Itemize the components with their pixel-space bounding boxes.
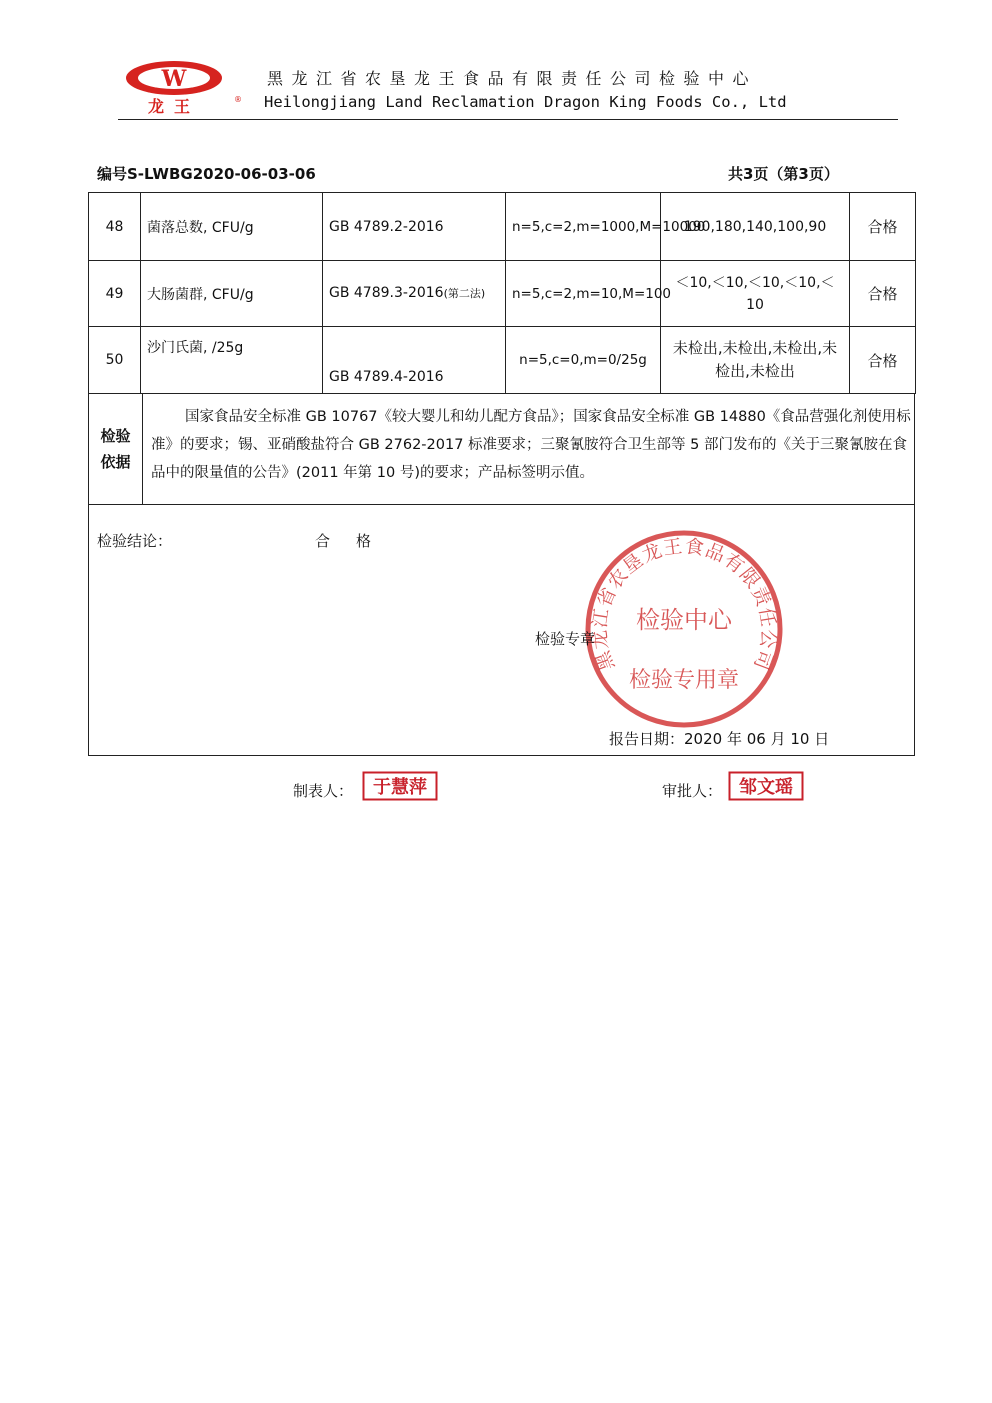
company-logo xyxy=(122,58,244,114)
conclusion-label: 检验结论： xyxy=(97,532,173,550)
verdict: 合格 xyxy=(850,261,916,327)
svg-text:®: ® xyxy=(234,95,242,104)
method-code: GB 4789.4-2016 xyxy=(329,369,444,385)
method-code: GB 4789.2-2016 xyxy=(329,218,444,235)
test-item: 沙门氏菌, /25g xyxy=(141,327,323,394)
maker-label: 制表人： xyxy=(293,782,354,800)
inspection-seal xyxy=(579,524,789,734)
test-method xyxy=(323,261,506,327)
verdict: 合格 xyxy=(850,327,916,394)
basis-label: 检验依据 xyxy=(89,393,143,504)
approver-name: 邹文瑶 xyxy=(739,777,793,798)
conclusion-section xyxy=(88,504,915,756)
logo-letter: W xyxy=(161,66,187,92)
test-item: 菌落总数, CFU/g xyxy=(141,193,323,261)
test-item: 大肠菌群, CFU/g xyxy=(141,261,323,327)
seal-ring-text: 黑龙江省农垦龙王食品有限责任公司 xyxy=(588,535,780,674)
conclusion-value: 合格 xyxy=(315,532,398,550)
row-number: 48 xyxy=(89,193,141,261)
test-result: 190,180,140,100,90 xyxy=(661,193,850,261)
maker-signature-stamp xyxy=(362,771,438,801)
header-rule xyxy=(118,119,898,120)
approver-signature-stamp xyxy=(728,771,804,801)
test-method xyxy=(323,327,506,394)
sampling-plan: n=5,c=2,m=1000,M=10000 xyxy=(506,193,661,261)
test-method xyxy=(323,193,506,261)
method-note: (第二法) xyxy=(443,287,486,300)
seal-center-text: 检验中心 xyxy=(636,606,732,634)
logo-text: 龙王 xyxy=(147,97,201,114)
report-date: 报告日期：2020 年 06 月 10 日 xyxy=(609,730,830,748)
inspection-basis-section xyxy=(88,393,915,505)
table-row xyxy=(89,261,916,327)
method-code: GB 4789.3-2016 xyxy=(329,285,444,301)
page-count: 共3页（第3页） xyxy=(728,165,839,183)
row-number: 50 xyxy=(89,327,141,394)
table-row xyxy=(89,327,916,394)
company-name-cn: 黑龙江省农垦龙王食品有限责任公司检验中心 xyxy=(267,69,758,88)
seal-bottom-text: 检验专用章 xyxy=(628,668,740,693)
company-name-en: Heilongjiang Land Reclamation Dragon King Foods Co., Ltd xyxy=(264,93,787,111)
basis-text: 国家食品安全标准 GB 10767《较大婴儿和幼儿配方食品》；国家食品安全标准 GB 14880《食品营强化剂使用标准》的要求；锡、亚硝酸盐符合 GB 2762-2017 标准要求；三聚氰胺符合卫生部等 5 部门发布的《关于三聚氰胺在食品中的限量值的公告》(2011 年第 10 号)的要求；产品标签明示值。 xyxy=(151,409,911,481)
maker-name: 于慧萍 xyxy=(373,777,427,798)
test-result: 未检出,未检出,未检出,未检出,未检出 xyxy=(661,327,850,394)
sampling-plan: n=5,c=2,m=10,M=100 xyxy=(506,261,661,327)
svg-text:黑龙江省农垦龙王食品有限责任公司 xyxy=(588,535,779,673)
document-number: 编号S-LWBG2020-06-03-06 xyxy=(97,165,316,183)
results-table xyxy=(88,192,916,394)
approver-label: 审批人： xyxy=(662,782,723,800)
seal-label: 检验专章 xyxy=(535,630,596,648)
test-result: ＜10,＜10,＜10,＜10,＜10 xyxy=(661,261,850,327)
row-number: 49 xyxy=(89,261,141,327)
sampling-plan: n=5,c=0,m=0/25g xyxy=(506,327,661,394)
table-row xyxy=(89,193,916,261)
verdict: 合格 xyxy=(850,193,916,261)
